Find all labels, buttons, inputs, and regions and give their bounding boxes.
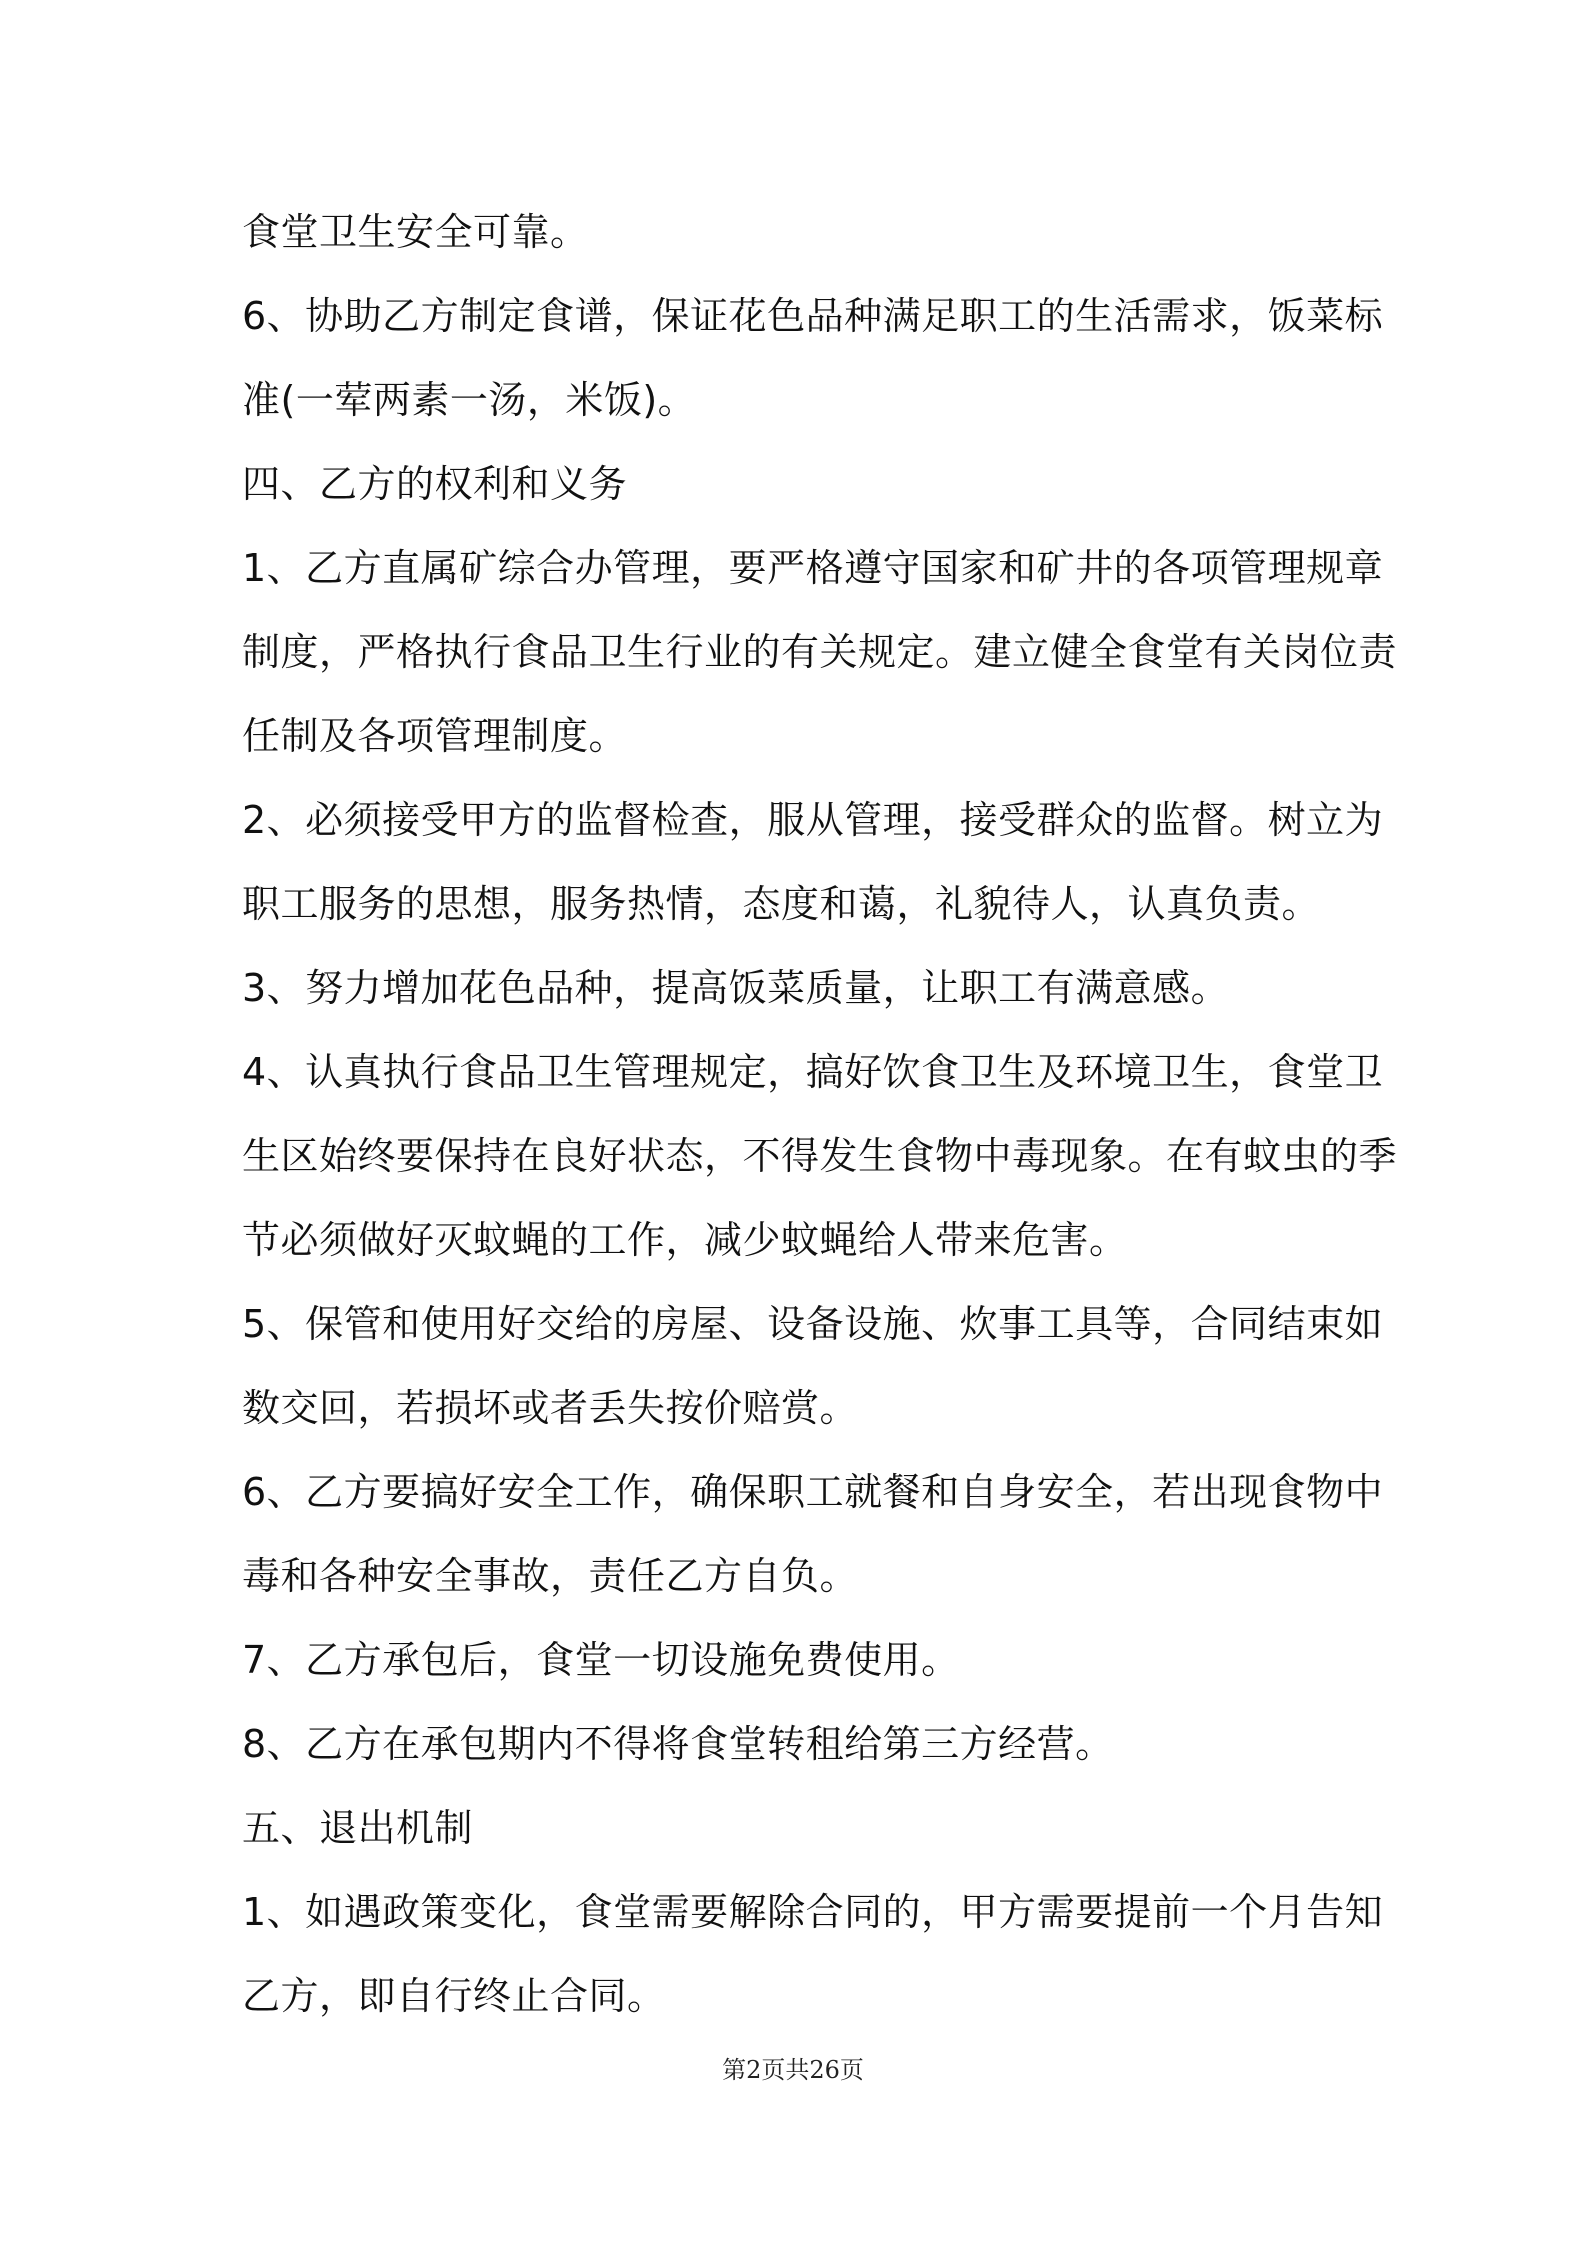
- page-number-footer: 第2页共26页: [722, 2056, 864, 2084]
- text-line: 节必须做好灭蚊蝇的工作，减少蚊蝇给人带来危害。: [242, 1218, 1128, 1262]
- text-line: 2、必须接受甲方的监督检查，服从管理，接受群众的监督。树立为: [242, 798, 1384, 842]
- text-line: 职工服务的思想，服务热情，态度和蔼，礼貌待人，认真负责。: [242, 882, 1321, 926]
- text-line: 1、乙方直属矿综合办管理，要严格遵守国家和矿井的各项管理规章: [242, 546, 1384, 590]
- text-line: 3、努力增加花色品种，提高饭菜质量，让职工有满意感。: [242, 966, 1230, 1010]
- text-line: 乙方，即自行终止合同。: [242, 1974, 666, 2018]
- text-line: 4、认真执行食品卫生管理规定，搞好饮食卫生及环境卫生，食堂卫: [242, 1050, 1384, 1094]
- document-body: [242, 190, 1398, 2038]
- text-line: 6、协助乙方制定食谱，保证花色品种满足职工的生活需求，饭菜标: [242, 294, 1384, 338]
- text-line: 毒和各种安全事故，责任乙方自负。: [242, 1554, 859, 1598]
- text-line: 生区始终要保持在良好状态，不得发生食物中毒现象。在有蚊虫的季: [242, 1134, 1398, 1178]
- text-line: 8、乙方在承包期内不得将食堂转租给第三方经营。: [242, 1722, 1114, 1766]
- text-line: 食堂卫生安全可靠。: [242, 210, 589, 254]
- text-line: 任制及各项管理制度。: [242, 714, 628, 758]
- text-line: 5、保管和使用好交给的房屋、设备设施、炊事工具等，合同结束如: [242, 1302, 1384, 1346]
- text-line: 制度，严格执行食品卫生行业的有关规定。建立健全食堂有关岗位责: [242, 630, 1398, 674]
- text-line: 7、乙方承包后，食堂一切设施免费使用。: [242, 1638, 960, 1682]
- text-line: 1、如遇政策变化，食堂需要解除合同的，甲方需要提前一个月告知: [242, 1890, 1384, 1934]
- section-heading: 四、乙方的权利和义务: [242, 462, 628, 506]
- text-line: 数交回，若损坏或者丢失按价赔赏。: [242, 1386, 859, 1430]
- text-line: 6、乙方要搞好安全工作，确保职工就餐和自身安全，若出现食物中: [242, 1470, 1384, 1514]
- text-line: 准(一荤两素一汤，米饭)。: [242, 378, 697, 422]
- section-heading: 五、退出机制: [242, 1806, 474, 1850]
